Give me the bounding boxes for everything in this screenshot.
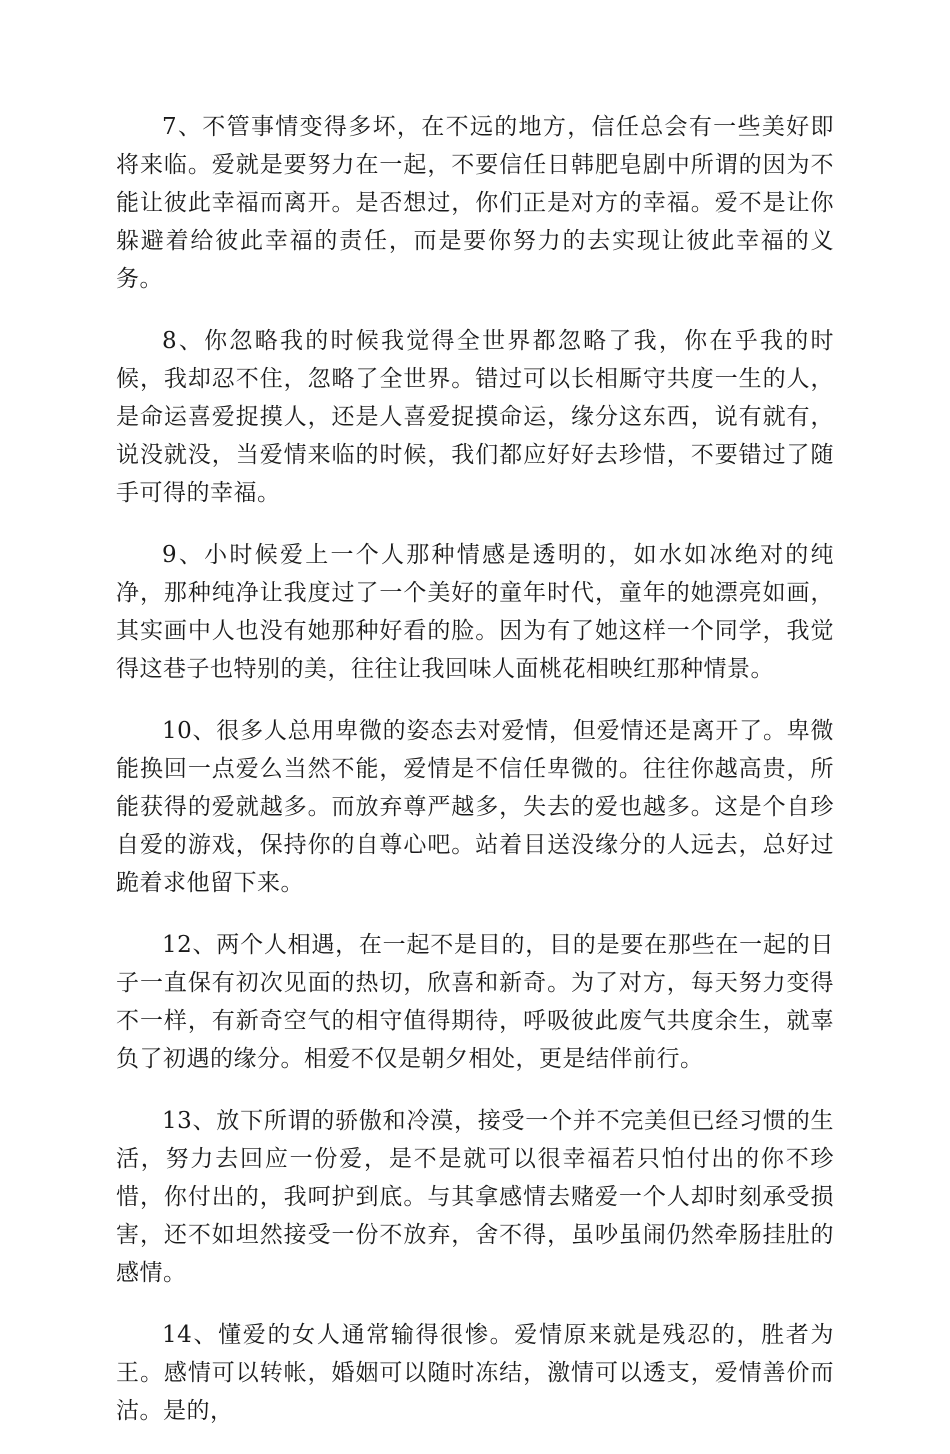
paragraph-9: 9、小时候爱上一个人那种情感是透明的，如水如冰绝对的纯净，那种纯净让我度过了一个美好的童年时代，童年的她漂亮如画，其实画中人也没有她那种好看的脸。因为有了她这样一个同学，我觉得这巷子也特别的美，往往让我回味人面桃花相映红那种情景。 [116,542,834,682]
paragraph-12: 12、两个人相遇，在一起不是目的，目的是要在那些在一起的日子一直保有初次见面的热切，欣喜和新奇。为了对方，每天努力变得不一样，有新奇空气的相守值得期待，呼吸彼此废气共度余生，就辜负了初遇的缘分。相爱不仅是朝夕相处，更是结伴前行。 [116,932,834,1072]
document-body [116,108,834,1454]
paragraph-7: 7、不管事情变得多坏，在不远的地方，信任总会有一些美好即将来临。爱就是要努力在一起，不要信任日韩肥皂剧中所谓的因为不能让彼此幸福而离开。是否想过，你们正是对方的幸福。爱不是让你躲避着给彼此幸福的责任，而是要你努力的去实现让彼此幸福的义务。 [116,114,834,292]
paragraph-14: 14、懂爱的女人通常输得很惨。爱情原来就是残忍的，胜者为王。感情可以转帐，婚姻可以随时冻结，激情可以透支，爱情善价而沽。是的， [116,1322,834,1424]
paragraph-8: 8、你忽略我的时候我觉得全世界都忽略了我，你在乎我的时候，我却忍不住，忽略了全世界。错过可以长相厮守共度一生的人，是命运喜爱捉摸人，还是人喜爱捉摸命运，缘分这东西，说有就有，说没就没，当爱情来临的时候，我们都应好好去珍惜，不要错过了随手可得的幸福。 [116,328,834,506]
paragraph-13: 13、放下所谓的骄傲和冷漠，接受一个并不完美但已经习惯的生活，努力去回应一份爱，是不是就可以很幸福若只怕付出的你不珍惜，你付出的，我呵护到底。与其拿感情去赌爱一个人却时刻承受损害，还不如坦然接受一份不放弃，舍不得，虽吵虽闹仍然牵肠挂肚的感情。 [116,1108,834,1286]
paragraph-10: 10、很多人总用卑微的姿态去对爱情，但爱情还是离开了。卑微能换回一点爱么当然不能，爱情是不信任卑微的。往往你越高贵，所能获得的爱就越多。而放弃尊严越多，失去的爱也越多。这是个自珍自爱的游戏，保持你的自尊心吧。站着目送没缘分的人远去，总好过跪着求他留下来。 [116,718,834,896]
